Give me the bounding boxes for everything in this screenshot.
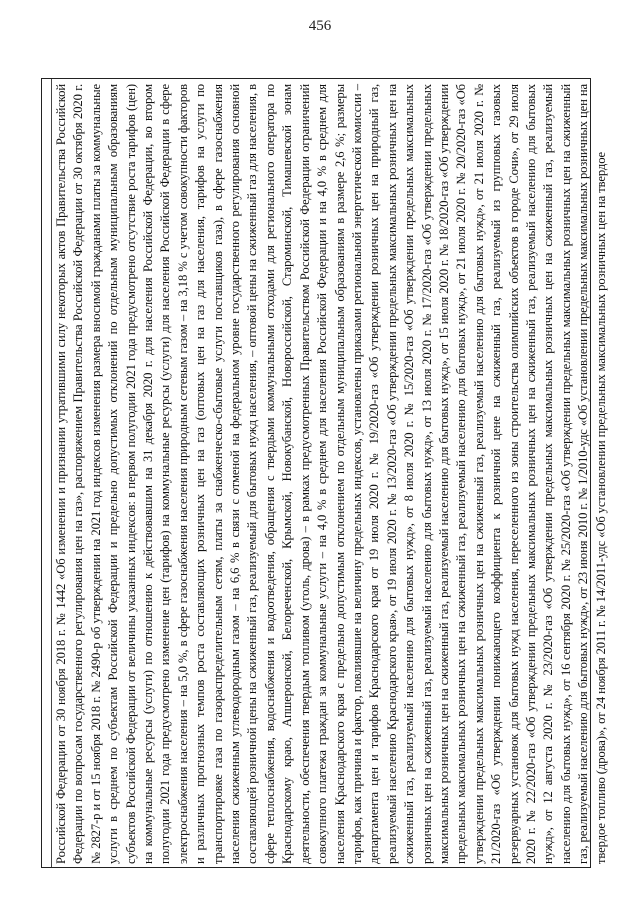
table-left-column (42, 79, 52, 867)
rotated-text-cell (53, 84, 608, 864)
page-number: 456 (308, 18, 332, 34)
document-table-frame (41, 78, 608, 868)
document-body-text: Российской Федерации от 30 ноября 2018 г. № 1442 «Об изменении и признании утратившими силу некоторых актов Правительства Российской Федерации по вопросам государственного регулирования цен на газ», распоряжением Правительства Российской Федерации от 30 октября 2020 г. № 2827-р и от 15 ноября 2018 г. № 2490-р об утверждении на 2021 год индексов изменения размера вносимой гражданами платы за коммунальные услуги в среднем по субъектам Российской Федерации и предельно допустимых отклонений по отдельным муниципальным образованиям субъектов Российской Федерации от величины указанных индексов: в первом полугодии 2021 года предусмотрено отсутствие роста тарифов (цен) на коммунальные ресурсы (услуги) по отношению к действовавшим на 31 декабря 2020 г. для населения Российской Федерации, во втором полугодии 2021 года предусмотрено изменение цен (тарифов) на коммунальные ресурсы (услуги) для населения Российской Федерации в сфере электроснабжения населения – на 5,0 %, в сфере газоснабжения населения природным сетевым газом – на 3,18 % с учетом совокупности факторов и различных прогнозных темпов роста составляющих розничных цен на газ (оптовых цен на газ для населения, тарифов на услуги по транспортировке газа по газораспределительным сетям, платы за снабженческо-сбытовые услуги поставщиков газа), в сфере газоснабжения населения сжиженным углеводородным газом – на 6,6 % в связи с отменой на федеральном уровне государственного регулирования основной составляющей розничной цены на сжиженный газ, реализуемый для бытовых нужд населения, – оптовой цены на сжиженный газ для населения, в сфере теплоснабжения, водоснабжения и водоотведения, обращения с твердыми коммунальными отходами для регионального оператора по Краснодарскому краю, Апшеронской, Белореченской, Крымской, Новокубанской, Новороссийской, Староминской, Тимашевской зонам деятельности, обеспечения твердым топливом (уголь, дрова) – в рамках предусмотренных Правительством Российской Федерации ограничений совокупного платежа граждан за коммунальные услуги – на 4,0 % в среднем для населения Российской Федерации и на 4,0 % в среднем для населения Краснодарского края с предельно допустимым отклонением по отдельным муниципальным образованиям в размере 2,6 %; размеры тарифов, как причина и фактор, повлиявшие на величину предельных индексов, установлены приказами региональной энергетической комиссии – департамента цен и тарифов Краснодарского края от 19 июля 2020 г. № 19/2020-газ «Об утверждении розничных цен на природный газ, реализуемый населению Краснодарского края», от 19 июля 2020 г. № 13/2020-газ «Об утверждении предельных максимальных розничных цен на сжиженный газ, реализуемый населению для бытовых нужд», от 8 июля 2020 г. № 15/2020-газ «Об утверждении предельных максимальных розничных цен на сжиженный газ, реализуемый населению для бытовых нужд», от 13 июля 2020 г. № 17/2020-газ «Об утверждении предельных максимальных розничных цен на сжиженный газ, реализуемый населению для бытовых нужд», от 15 июля 2020 г. № 18/2020-газ «Об утверждении предельных максимальных розничных цен на сжиженный газ, реализуемый населению для бытовых нужд», от 21 июля 2020 г. № 20/2020-газ «Об утверждении предельных максимальных розничных цен на сжиженный газ, реализуемый населению для бытовых нужд», от 21 июля 2020 г. № 21/2020-газ «Об утверждении понижающего коэффициента к розничной цене на сжиженный газ, реализуемый из групповых газовых резервуарных установок для бытовых нужд населения, переселенного из зоны строительства олимпийских объектов в городе Сочи», от 29 июля 2020 г. № 22/2020-газ «Об утверждении предельных максимальных розничных цен на сжиженный газ, реализуемый населению для бытовых нужд», от 12 августа 2020 г. № 23/2020-газ «Об утверждении предельных максимальных розничных цен на сжиженный газ, реализуемый населению для бытовых нужд», от 16 сентября 2020 г. № 25/2020-газ «Об утверждении предельных максимальных розничных цен на сжиженный газ, реализуемый населению для бытовых нужд», от 23 июня 2010 г. № 1/2010-удс «Об установлении предельных максимальных розничных цен на твердое топливо (дрова)», от 24 ноября 2011 г. № 14/2011-удс «Об установлении предельных максимальных розничных цен на твердое (54, 84, 608, 864)
